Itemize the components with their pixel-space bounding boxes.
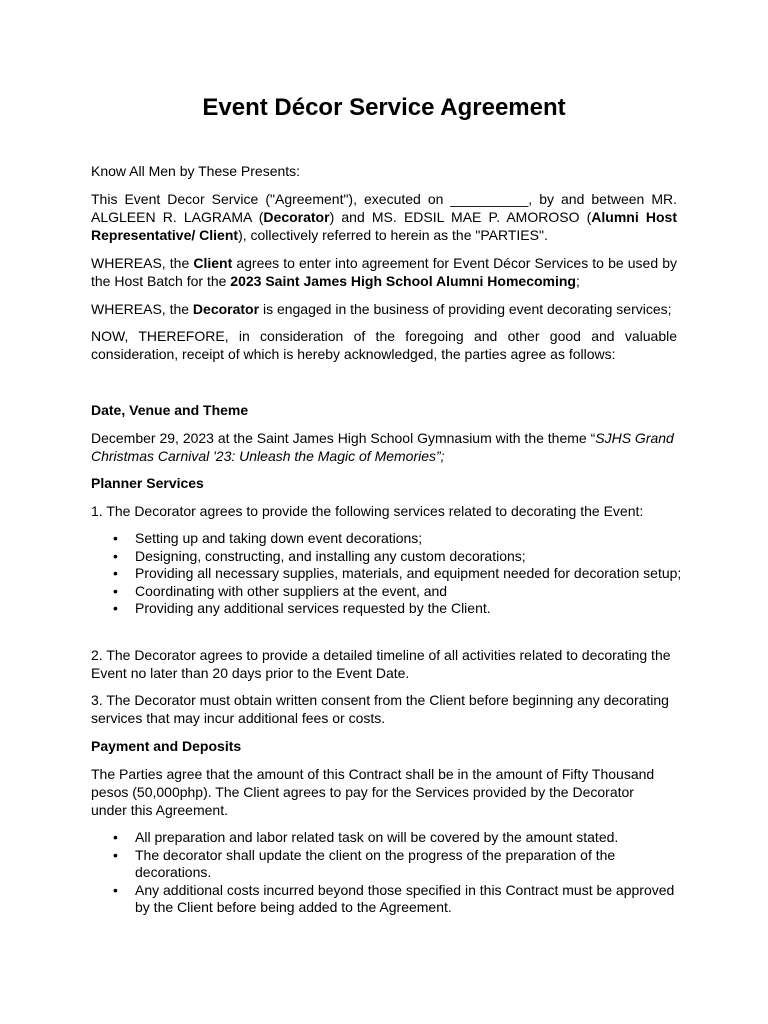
list-item-text: All preparation and labor related task on will be covered by the amount stated. <box>135 829 619 845</box>
bullet-icon: • <box>113 881 118 898</box>
section-heading-date: Date, Venue and Theme <box>91 402 249 418</box>
date-venue-text: December 29, 2023 at the Saint James High School Gymnasium with the theme “ <box>91 430 596 446</box>
document-title: Event Décor Service Agreement <box>202 94 566 121</box>
parties-text-2: ) and MS. EDSIL MAE P. AMOROSO ( <box>329 209 592 225</box>
list-item-text: Providing any additional services requested by the Client. <box>135 600 491 617</box>
whereas-client-text-1: WHEREAS, the <box>91 255 194 271</box>
whereas-client-paragraph <box>91 254 677 290</box>
section-heading-payment: Payment and Deposits <box>91 738 242 754</box>
list-item <box>91 600 691 618</box>
payment-terms-list <box>91 829 681 917</box>
list-item-text: The decorator shall update the client on the progress of the preparation of the decorations. <box>135 846 616 881</box>
bullet-icon: • <box>113 547 118 564</box>
now-therefore-paragraph: NOW, THEREFORE, in consideration of the foregoing and other good and valuable consideration, receipt of which is hereby acknowledged, the parties agree as follows: <box>91 328 677 362</box>
whereas-client-text-2: agrees to enter into agreement for Event Décor Services to be used by the Host Batch for the <box>91 255 677 289</box>
whereas-decorator-text-2: is engaged in the business of providing event decorating services; <box>259 301 672 317</box>
planner-services-list <box>91 530 691 618</box>
intro-line: Know All Men by These Presents: <box>91 163 301 179</box>
section-heading-planner: Planner Services <box>91 475 204 491</box>
planner-item-1: 1. The Decorator agrees to provide the following services related to decorating the Event: <box>91 503 644 519</box>
list-item-text: Coordinating with other suppliers at the event, and <box>135 582 448 599</box>
parties-text-3: ), collectively referred to herein as the "PARTIES". <box>238 227 548 243</box>
decorator-label: Decorator <box>263 209 330 225</box>
list-item-text: Any additional costs incurred beyond those specified in this Contract must be approved by the Client before being added to the Agreement. <box>135 881 675 916</box>
bullet-icon: • <box>113 530 118 546</box>
whereas-client-bold-1: Client <box>193 255 233 271</box>
event-name: 2023 Saint James High School Alumni Homecoming <box>230 273 576 289</box>
parties-paragraph <box>91 190 677 244</box>
list-item <box>91 882 681 917</box>
parties-text-1: This Event Decor Service ("Agreement"), executed on __________, by and between MR. ALGLEEN R. LAGRAMA ( <box>91 191 677 225</box>
date-venue-theme-paragraph <box>91 429 677 465</box>
client-label: Alumni Host Representative/ Client <box>91 209 677 243</box>
event-theme: SJHS Grand Christmas Carnival '23: Unleash the Magic of Memories”; <box>91 430 674 464</box>
bullet-icon: • <box>113 565 118 582</box>
list-item-text: Designing, constructing, and installing any custom decorations; <box>135 547 526 564</box>
list-item <box>91 530 691 548</box>
list-item-text: Setting up and taking down event decorations; <box>135 530 423 546</box>
list-item <box>91 548 691 566</box>
bullet-icon: • <box>113 600 118 617</box>
whereas-decorator-text-1: WHEREAS, the <box>91 301 193 317</box>
bullet-icon: • <box>113 829 118 845</box>
list-item-text: Providing all necessary supplies, materials, and equipment needed for decoration setup; <box>135 565 682 582</box>
payment-paragraph: The Parties agree that the amount of this Contract shall be in the amount of Fifty Thousand pesos (50,000php). The Client agrees to pay for the Services provided by the Decorator under this Agreement. <box>91 766 655 818</box>
list-item <box>91 583 691 601</box>
list-item <box>91 829 681 847</box>
planner-item-2: 2. The Decorator agrees to provide a detailed timeline of all activities related to decorating the Event no later than 20 days prior to the Event Date. <box>91 647 671 681</box>
whereas-decorator-paragraph <box>91 300 677 318</box>
whereas-client-text-3: ; <box>575 273 580 289</box>
bullet-icon: • <box>113 582 118 599</box>
planner-item-3: 3. The Decorator must obtain written consent from the Client before beginning any decorating services that may incur additional fees or costs. <box>91 692 669 726</box>
whereas-decorator-bold: Decorator <box>192 301 260 317</box>
list-item <box>91 565 691 583</box>
list-item <box>91 847 681 882</box>
bullet-icon: • <box>113 846 118 863</box>
